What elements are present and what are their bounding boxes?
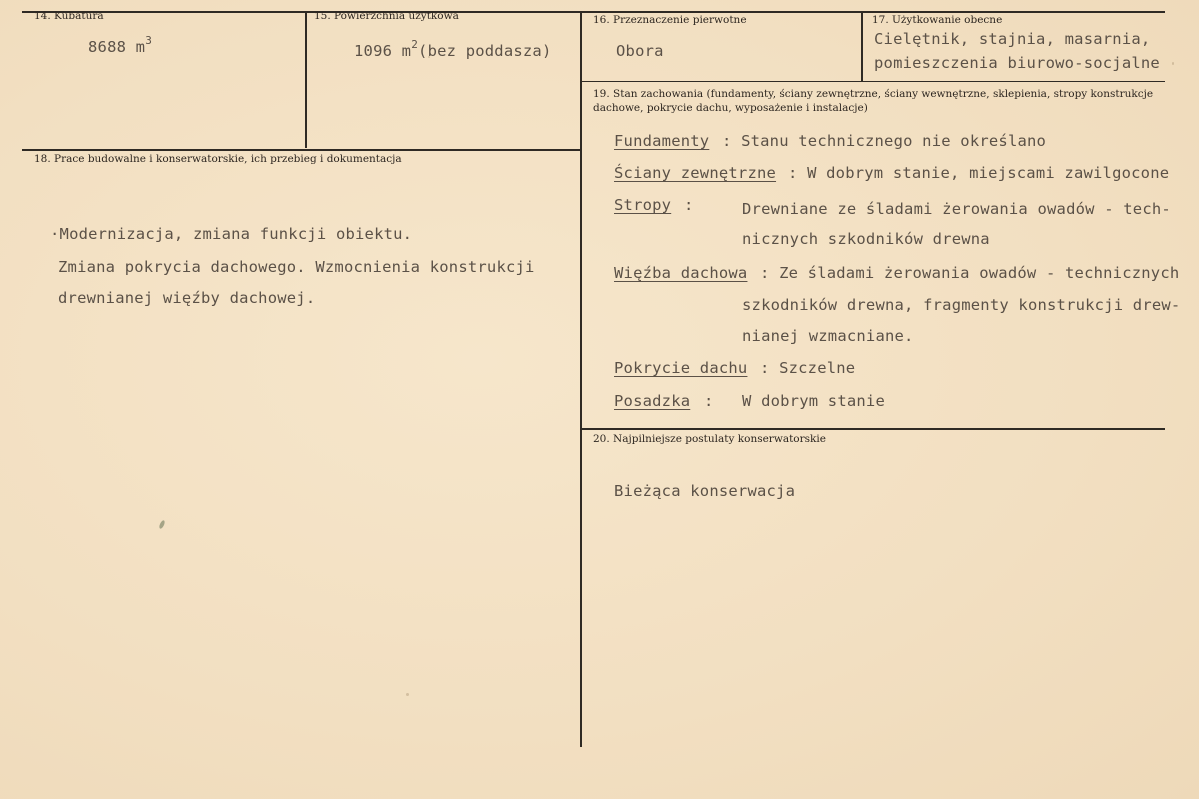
field-15-exponent: 2	[411, 38, 419, 51]
ink-dot	[406, 693, 409, 696]
rule-above-18	[22, 149, 582, 151]
stropy-key: Stropy	[614, 196, 672, 214]
posadzka-value: W dobrym stanie	[742, 392, 885, 410]
wiezba-value-line-1: : Ze śladami żerowania owadów - technicznych	[760, 264, 1180, 282]
field-16-label: 16. Przeznaczenie pierwotne	[593, 14, 747, 26]
pokrycie-value: : Szczelne	[760, 359, 856, 377]
field-15-number: 1096 m	[354, 42, 412, 60]
field-19-label: 19. Stan zachowania (fundamenty, ściany zewnętrzne, ściany wewnętrzne, sklepienia, stropy konstrukcje dachowe, pokrycie dachu, wyposażenie i instalacje)	[593, 88, 1154, 114]
field-18-line-3: drewnianej więźby dachowej.	[58, 289, 316, 307]
wiezba-key: Więźba dachowa	[614, 264, 748, 282]
fundamenty-key: Fundamenty	[614, 132, 710, 150]
top-rule	[22, 11, 1165, 13]
ink-speck	[158, 520, 165, 530]
posadzka-key: Posadzka	[614, 392, 691, 410]
ink-dot	[1172, 62, 1174, 65]
field-18-line-1: ·Modernizacja, zmiana funkcji obiektu.	[50, 225, 413, 243]
field-16-value: Obora	[616, 42, 664, 60]
fundamenty-value: : Stanu technicznego nie określano	[722, 132, 1047, 150]
ink-dot	[428, 56, 430, 58]
field-20-value: Bieżąca konserwacja	[614, 482, 796, 500]
stropy-value-line-1: Drewniane ze śladami żerowania owadów - tech-	[742, 200, 1171, 218]
stropy-colon: :	[684, 196, 694, 214]
field-15-note: (bez poddasza)	[418, 42, 552, 60]
field-18-line-2: Zmiana pokrycia dachowego. Wzmocnienia konstrukcji	[58, 258, 535, 276]
field-14-number: 8688 m	[88, 38, 146, 56]
field-15-label: 15. Powierzchnia użytkowa	[314, 10, 459, 22]
posadzka-colon: :	[704, 392, 714, 410]
field-14-exponent: 3	[145, 34, 153, 47]
rule-above-20	[581, 428, 1165, 430]
field-17-label: 17. Użytkowanie obecne	[872, 14, 1003, 26]
field-15-value	[354, 38, 552, 60]
field-17-line-2: pomieszczenia biurowo-socjalne	[874, 54, 1160, 72]
wiezba-value-line-3: nianej wzmacniane.	[742, 327, 914, 345]
main-vertical-divider	[580, 12, 582, 747]
sciany-key: Ściany zewnętrzne	[614, 164, 777, 182]
wiezba-value-line-2: szkodników drewna, fragmenty konstrukcji drew-	[742, 296, 1181, 314]
sciany-value: : W dobrym stanie, miejscami zawilgocone	[788, 164, 1170, 182]
field-18-label: 18. Prace budowalne i konserwatorskie, ich przebieg i dokumentacja	[34, 153, 402, 165]
field-17-line-1: Cielętnik, stajnia, masarnia,	[874, 30, 1151, 48]
field-20-label: 20. Najpilniejsze postulaty konserwatorskie	[593, 433, 826, 445]
stropy-value-line-2: nicznych szkodników drewna	[742, 230, 990, 248]
pokrycie-key: Pokrycie dachu	[614, 359, 748, 377]
divider-14-15	[305, 12, 307, 148]
rule-above-19	[581, 81, 1165, 82]
field-14-label: 14. Kubatura	[34, 10, 104, 22]
divider-16-17	[861, 12, 863, 82]
field-14-value	[88, 34, 153, 56]
